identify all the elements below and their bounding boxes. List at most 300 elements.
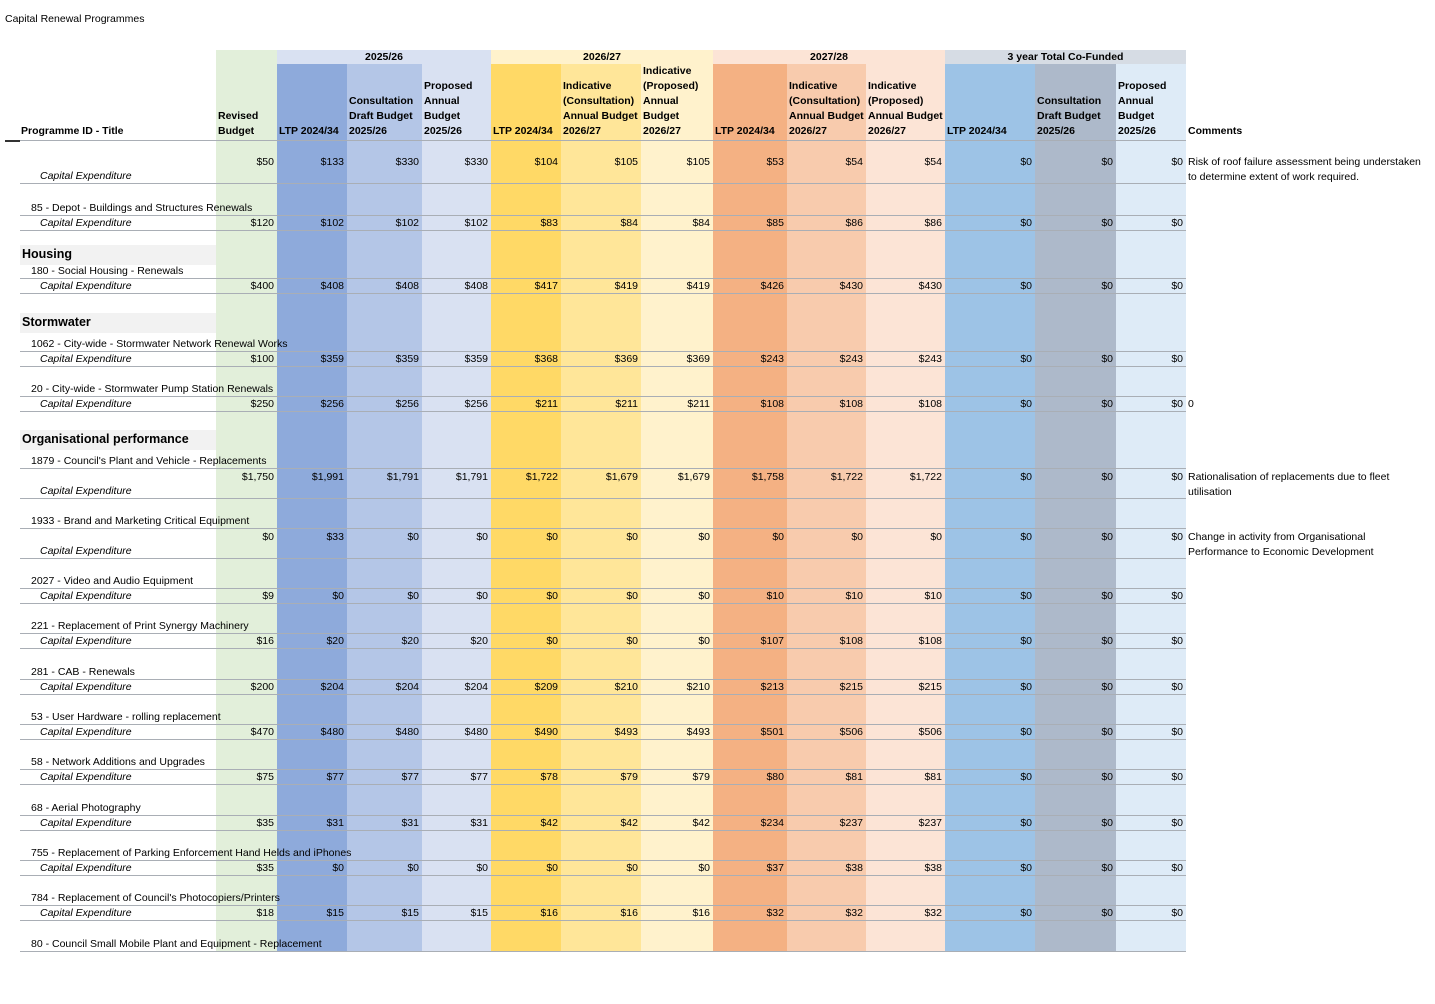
row-divider [20, 278, 1186, 279]
row-divider [20, 558, 1186, 559]
column-header-indcons2: 2026/27 [563, 125, 601, 137]
value-cell-indcons3: $108 [839, 398, 863, 410]
programme-title: 80 - Council Small Mobile Plant and Equipment - Replacement [31, 938, 322, 950]
programme-title: 58 - Network Additions and Upgrades [31, 756, 205, 768]
programme-title: 281 - CAB - Renewals [31, 666, 135, 678]
value-cell-consult1: $204 [395, 681, 419, 693]
value-cell-ltp2: $211 [535, 398, 558, 410]
value-cell-consult4: $0 [1101, 353, 1113, 365]
programme-title: 20 - City-wide - Stormwater Pump Station Renewals [31, 383, 274, 395]
value-cell-ltp1: $15 [326, 907, 344, 919]
value-cell-indprop3: $506 [918, 726, 942, 738]
expenditure-label: Capital Expenditure [40, 545, 132, 557]
value-cell-consult4: $0 [1101, 217, 1113, 229]
header-underline [20, 140, 1186, 141]
expenditure-label: Capital Expenditure [40, 862, 132, 874]
column-header-indcons2: Indicative [563, 80, 612, 92]
value-cell-ltp4: $0 [1020, 353, 1032, 365]
row-divider [20, 694, 1186, 695]
value-cell-indprop2: $0 [698, 590, 710, 602]
value-cell-proposed4: $0 [1171, 681, 1183, 693]
value-cell-consult1: $480 [395, 726, 419, 738]
column-header-ltp4: LTP 2024/34 [947, 125, 1007, 137]
value-cell-consult4: $0 [1101, 531, 1113, 543]
value-cell-indcons3: $10 [845, 590, 863, 602]
value-cell-proposed4: $0 [1171, 726, 1183, 738]
row-divider [20, 603, 1186, 604]
section-heading: Housing [22, 247, 72, 261]
column-header-consult1: Consultation [349, 95, 414, 107]
column-header-proposed4: 2025/26 [1118, 125, 1156, 137]
column-header-indprop3: (Proposed) [868, 95, 924, 107]
value-cell-indprop3: $243 [918, 353, 942, 365]
value-cell-ltp3: $32 [766, 907, 784, 919]
value-cell-proposed4: $0 [1171, 771, 1183, 783]
row-divider [20, 351, 1186, 352]
value-cell-indcons3: $32 [845, 907, 863, 919]
year-group-header: 3 year Total Co-Funded [1007, 51, 1124, 63]
value-cell-proposed4: $0 [1171, 471, 1183, 483]
column-header-consult4: Draft Budget [1037, 110, 1101, 122]
value-cell-indprop2: $210 [686, 681, 710, 693]
row-divider [20, 411, 1186, 412]
value-cell-ltp2: $0 [546, 635, 558, 647]
column-header-indcons3: Indicative [789, 80, 838, 92]
value-cell-revised: $50 [256, 156, 274, 168]
value-cell-indprop3: $237 [918, 817, 942, 829]
value-cell-ltp2: $1,722 [525, 471, 558, 483]
value-cell-indcons3: $81 [845, 771, 863, 783]
expenditure-label: Capital Expenditure [40, 485, 132, 497]
value-cell-indcons3: $215 [839, 681, 863, 693]
column-header-indprop3: Annual Budget [868, 110, 943, 122]
value-cell-indprop3: $108 [918, 635, 942, 647]
row-divider [20, 293, 1186, 294]
programme-title: 2027 - Video and Audio Equipment [31, 575, 194, 587]
column-header-revised: Revised [218, 110, 259, 122]
value-cell-consult1: $15 [401, 907, 419, 919]
column-header-indcons3: 2026/27 [789, 125, 827, 137]
value-cell-ltp4: $0 [1020, 156, 1032, 168]
row-divider [20, 648, 1186, 649]
comment-text: Rationalisation of replacements due to fleet utilisation [1188, 471, 1390, 498]
value-cell-indcons3: $237 [839, 817, 863, 829]
value-cell-indprop2: $493 [686, 726, 710, 738]
value-cell-ltp3: $1,758 [751, 471, 784, 483]
expenditure-label: Capital Expenditure [40, 590, 132, 602]
value-cell-indprop2: $419 [686, 280, 710, 292]
value-cell-consult1: $330 [395, 156, 419, 168]
value-cell-ltp3: $501 [760, 726, 784, 738]
column-header-ltp3: LTP 2024/34 [715, 125, 775, 137]
row-divider [20, 724, 1186, 725]
row-divider [20, 215, 1186, 216]
value-cell-ltp3: $0 [772, 531, 784, 543]
programme-title: 1062 - City-wide - Stormwater Network Renewal Works [31, 338, 288, 350]
value-cell-ltp1: $0 [332, 590, 344, 602]
column-header-proposed4: Annual [1118, 95, 1154, 107]
value-cell-ltp1: $359 [320, 353, 344, 365]
value-cell-indprop2: $211 [687, 398, 710, 410]
value-cell-indcons2: $1,679 [605, 471, 638, 483]
value-cell-consult4: $0 [1101, 471, 1113, 483]
programme-title: 53 - User Hardware - rolling replacement [31, 711, 221, 723]
expenditure-label: Capital Expenditure [40, 726, 132, 738]
value-cell-ltp4: $0 [1020, 817, 1032, 829]
value-cell-ltp1: $77 [326, 771, 344, 783]
value-cell-proposed1: $15 [470, 907, 488, 919]
value-cell-indcons2: $493 [614, 726, 638, 738]
value-cell-revised: $9 [262, 590, 274, 602]
column-header-proposed4: Proposed [1118, 80, 1167, 92]
value-cell-indprop2: $0 [698, 531, 710, 543]
column-header-indprop3: 2026/27 [868, 125, 906, 137]
value-cell-indcons3: $86 [845, 217, 863, 229]
value-cell-ltp2: $0 [546, 862, 558, 874]
value-cell-ltp2: $0 [546, 590, 558, 602]
value-cell-ltp2: $104 [534, 156, 558, 168]
value-cell-indcons2: $0 [626, 635, 638, 647]
row-divider [20, 860, 1186, 861]
value-cell-ltp2: $16 [540, 907, 558, 919]
value-cell-ltp3: $10 [766, 590, 784, 602]
programme-title: 221 - Replacement of Print Synergy Machinery [31, 620, 249, 632]
value-cell-indprop2: $369 [686, 353, 710, 365]
value-cell-consult4: $0 [1101, 156, 1113, 168]
value-cell-ltp4: $0 [1020, 681, 1032, 693]
value-cell-indcons2: $0 [626, 862, 638, 874]
year-group-header: 2027/28 [810, 51, 848, 63]
value-cell-consult4: $0 [1101, 907, 1113, 919]
value-cell-ltp3: $234 [760, 817, 784, 829]
value-cell-ltp1: $1,991 [311, 471, 344, 483]
value-cell-ltp3: $107 [760, 635, 784, 647]
value-cell-indprop2: $84 [692, 217, 710, 229]
value-cell-ltp2: $83 [540, 217, 558, 229]
value-cell-consult4: $0 [1101, 862, 1113, 874]
value-cell-ltp1: $102 [320, 217, 344, 229]
row-divider [20, 468, 1186, 469]
column-header-consult4: 2025/26 [1037, 125, 1075, 137]
column-header-consult1: 2025/26 [349, 125, 387, 137]
programme-title: 85 - Depot - Buildings and Structures Renewals [31, 202, 253, 214]
value-cell-ltp2: $42 [540, 817, 558, 829]
expenditure-label: Capital Expenditure [40, 170, 132, 182]
column-header-proposed1: 2025/26 [424, 125, 462, 137]
value-cell-ltp1: $133 [320, 156, 344, 168]
column-header-proposed1: Annual [424, 95, 460, 107]
value-cell-indprop3: $10 [924, 590, 942, 602]
column-header-proposed4: Budget [1118, 110, 1155, 122]
row-divider [20, 739, 1186, 740]
value-cell-consult1: $1,791 [386, 471, 419, 483]
row-divider [20, 679, 1186, 680]
page-title: Capital Renewal Programmes [5, 13, 145, 25]
value-cell-consult1: $0 [407, 862, 419, 874]
value-cell-indcons3: $0 [851, 531, 863, 543]
value-cell-indprop3: $54 [924, 156, 942, 168]
value-cell-ltp4: $0 [1020, 471, 1032, 483]
expenditure-label: Capital Expenditure [40, 398, 132, 410]
value-cell-indprop3: $0 [930, 531, 942, 543]
column-header-ltp2: LTP 2024/34 [493, 125, 553, 137]
value-cell-proposed1: $0 [476, 590, 488, 602]
value-cell-ltp3: $243 [760, 353, 784, 365]
value-cell-proposed1: $204 [464, 681, 488, 693]
value-cell-indcons2: $84 [620, 217, 638, 229]
value-cell-indprop2: $0 [698, 862, 710, 874]
column-header-indprop2: Budget [643, 110, 680, 122]
value-cell-ltp4: $0 [1020, 907, 1032, 919]
value-cell-ltp3: $85 [766, 217, 784, 229]
value-cell-ltp4: $0 [1020, 398, 1032, 410]
value-cell-indcons3: $54 [845, 156, 863, 168]
value-cell-revised: $75 [256, 771, 274, 783]
column-header-indprop2: Annual [643, 95, 679, 107]
row-divider [20, 875, 1186, 876]
value-cell-indcons3: $430 [839, 280, 863, 292]
value-cell-indcons2: $79 [620, 771, 638, 783]
value-cell-ltp1: $256 [320, 398, 344, 410]
expenditure-label: Capital Expenditure [40, 817, 132, 829]
column-header-indprop2: 2026/27 [643, 125, 681, 137]
row-divider [20, 528, 1186, 529]
value-cell-proposed1: $102 [464, 217, 488, 229]
value-cell-consult4: $0 [1101, 280, 1113, 292]
value-cell-proposed1: $31 [470, 817, 488, 829]
value-cell-indprop2: $105 [686, 156, 710, 168]
value-cell-revised: $250 [250, 398, 274, 410]
value-cell-indprop2: $1,679 [677, 471, 710, 483]
comments-header: Comments [1188, 125, 1243, 137]
value-cell-proposed4: $0 [1171, 817, 1183, 829]
value-cell-proposed4: $0 [1171, 907, 1183, 919]
expenditure-label: Capital Expenditure [40, 771, 132, 783]
value-cell-indprop3: $430 [918, 280, 942, 292]
value-cell-indprop3: $86 [924, 217, 942, 229]
value-cell-ltp1: $0 [332, 862, 344, 874]
section-heading: Organisational performance [22, 432, 189, 446]
value-cell-consult4: $0 [1101, 771, 1113, 783]
row-divider [20, 588, 1186, 589]
value-cell-indcons2: $419 [614, 280, 638, 292]
value-cell-ltp2: $78 [540, 771, 558, 783]
value-cell-indcons2: $210 [614, 681, 638, 693]
value-cell-ltp1: $204 [320, 681, 344, 693]
value-cell-ltp3: $213 [760, 681, 784, 693]
column-header-indprop3: Indicative [868, 80, 917, 92]
value-cell-indprop3: $38 [924, 862, 942, 874]
value-cell-revised: $470 [250, 726, 274, 738]
programme-title: 784 - Replacement of Council's Photocopiers/Printers [31, 892, 280, 904]
value-cell-indprop2: $42 [692, 817, 710, 829]
value-cell-ltp2: $209 [534, 681, 558, 693]
value-cell-proposed1: $77 [470, 771, 488, 783]
value-cell-ltp4: $0 [1020, 635, 1032, 647]
row-divider [20, 784, 1186, 785]
value-cell-revised: $35 [256, 862, 274, 874]
value-cell-proposed4: $0 [1171, 862, 1183, 874]
expenditure-label: Capital Expenditure [40, 907, 132, 919]
row-divider [20, 769, 1186, 770]
value-cell-indprop3: $81 [924, 771, 942, 783]
row-divider [20, 396, 1186, 397]
value-cell-revised: $35 [256, 817, 274, 829]
value-cell-ltp3: $426 [760, 280, 784, 292]
value-cell-proposed1: $359 [464, 353, 488, 365]
value-cell-consult4: $0 [1101, 635, 1113, 647]
row-divider [20, 920, 1186, 921]
value-cell-revised: $400 [250, 280, 274, 292]
value-cell-proposed1: $1,791 [455, 471, 488, 483]
column-header-indcons2: Annual Budget [563, 110, 638, 122]
value-cell-revised: $1,750 [241, 471, 274, 483]
value-cell-indcons2: $16 [620, 907, 638, 919]
value-cell-revised: $18 [256, 907, 274, 919]
comment-text: Risk of roof failure assessment being understaken to determine extent of work required. [1188, 156, 1421, 183]
value-cell-ltp1: $480 [320, 726, 344, 738]
value-cell-proposed1: $20 [470, 635, 488, 647]
value-cell-ltp4: $0 [1020, 771, 1032, 783]
value-cell-ltp1: $31 [326, 817, 344, 829]
row-divider [20, 830, 1186, 831]
programme-title: 1879 - Council's Plant and Vehicle - Replacements [31, 455, 267, 467]
value-cell-ltp4: $0 [1020, 217, 1032, 229]
value-cell-indcons2: $0 [626, 590, 638, 602]
expenditure-label: Capital Expenditure [40, 217, 132, 229]
value-cell-indcons2: $105 [614, 156, 638, 168]
value-cell-consult1: $0 [407, 590, 419, 602]
comment-text: Change in activity from Organisational Performance to Economic Development [1188, 531, 1374, 558]
column-header-indprop2: Indicative [643, 65, 692, 77]
programme-title: 1933 - Brand and Marketing Critical Equipment [31, 515, 250, 527]
value-cell-proposed4: $0 [1171, 590, 1183, 602]
value-cell-indprop2: $16 [692, 907, 710, 919]
value-cell-proposed4: $0 [1171, 156, 1183, 168]
year-group-header: 2025/26 [365, 51, 403, 63]
value-cell-indprop3: $215 [918, 681, 942, 693]
value-cell-ltp4: $0 [1020, 862, 1032, 874]
value-cell-indcons2: $42 [620, 817, 638, 829]
programme-title: 755 - Replacement of Parking Enforcement Hand Helds and iPhones [31, 847, 352, 859]
comment-text: 0 [1188, 398, 1194, 410]
value-cell-ltp1: $408 [320, 280, 344, 292]
value-cell-proposed4: $0 [1171, 398, 1183, 410]
column-header-revised: Budget [218, 125, 255, 137]
value-cell-ltp3: $80 [766, 771, 784, 783]
column-header-indprop2: (Proposed) [643, 80, 699, 92]
expenditure-label: Capital Expenditure [40, 635, 132, 647]
value-cell-revised: $200 [250, 681, 274, 693]
value-cell-revised: $100 [250, 353, 274, 365]
section-heading: Stormwater [22, 315, 91, 329]
header-underline-accent [5, 140, 20, 142]
value-cell-revised: $120 [250, 217, 274, 229]
value-cell-proposed1: $256 [464, 398, 488, 410]
value-cell-ltp4: $0 [1020, 590, 1032, 602]
column-header-ltp1: LTP 2024/34 [279, 125, 339, 137]
programme-header: Programme ID - Title [21, 125, 124, 137]
value-cell-proposed1: $330 [464, 156, 488, 168]
expenditure-label: Capital Expenditure [40, 681, 132, 693]
value-cell-consult4: $0 [1101, 817, 1113, 829]
value-cell-revised: $16 [256, 635, 274, 647]
value-cell-ltp2: $490 [534, 726, 558, 738]
value-cell-ltp2: $417 [534, 280, 558, 292]
value-cell-revised: $0 [262, 531, 274, 543]
value-cell-indcons2: $0 [626, 531, 638, 543]
column-header-indcons3: (Consultation) [789, 95, 861, 107]
column-header-consult4: Consultation [1037, 95, 1102, 107]
value-cell-ltp1: $33 [326, 531, 344, 543]
value-cell-ltp2: $368 [534, 353, 558, 365]
value-cell-consult1: $31 [401, 817, 419, 829]
column-header-consult1: Draft Budget [349, 110, 413, 122]
value-cell-indcons3: $1,722 [830, 471, 863, 483]
expenditure-label: Capital Expenditure [40, 280, 132, 292]
value-cell-proposed4: $0 [1171, 353, 1183, 365]
value-cell-ltp2: $0 [546, 531, 558, 543]
value-cell-consult1: $359 [395, 353, 419, 365]
value-cell-proposed1: $0 [476, 862, 488, 874]
value-cell-indcons3: $243 [839, 353, 863, 365]
value-cell-consult1: $256 [395, 398, 419, 410]
value-cell-indcons2: $211 [615, 398, 638, 410]
value-cell-ltp3: $53 [766, 156, 784, 168]
row-divider [20, 905, 1186, 906]
year-group-header: 2026/27 [583, 51, 621, 63]
value-cell-proposed1: $408 [464, 280, 488, 292]
row-divider [20, 815, 1186, 816]
value-cell-proposed4: $0 [1171, 280, 1183, 292]
value-cell-consult1: $77 [401, 771, 419, 783]
expenditure-label: Capital Expenditure [40, 353, 132, 365]
value-cell-proposed4: $0 [1171, 635, 1183, 647]
column-header-indcons3: Annual Budget [789, 110, 864, 122]
row-divider [20, 498, 1186, 499]
value-cell-ltp4: $0 [1020, 726, 1032, 738]
value-cell-indcons3: $38 [845, 862, 863, 874]
value-cell-indprop2: $79 [692, 771, 710, 783]
value-cell-proposed4: $0 [1171, 531, 1183, 543]
value-cell-consult1: $102 [395, 217, 419, 229]
value-cell-proposed4: $0 [1171, 217, 1183, 229]
value-cell-indcons3: $108 [839, 635, 863, 647]
value-cell-ltp3: $108 [760, 398, 784, 410]
value-cell-indcons3: $506 [839, 726, 863, 738]
value-cell-consult4: $0 [1101, 398, 1113, 410]
value-cell-ltp3: $37 [766, 862, 784, 874]
value-cell-proposed1: $0 [476, 531, 488, 543]
row-divider [20, 366, 1186, 367]
column-header-proposed1: Proposed [424, 80, 473, 92]
value-cell-indcons2: $369 [614, 353, 638, 365]
row-divider [20, 633, 1186, 634]
value-cell-consult1: $0 [407, 531, 419, 543]
value-cell-indprop2: $0 [698, 635, 710, 647]
column-header-proposed1: Budget [424, 110, 461, 122]
programme-title: 68 - Aerial Photography [31, 802, 141, 814]
row-divider [20, 230, 1186, 231]
value-cell-proposed1: $480 [464, 726, 488, 738]
row-divider [20, 183, 1186, 184]
value-cell-ltp4: $0 [1020, 280, 1032, 292]
value-cell-ltp1: $20 [326, 635, 344, 647]
value-cell-ltp4: $0 [1020, 531, 1032, 543]
value-cell-indprop3: $108 [918, 398, 942, 410]
row-divider [20, 951, 1186, 952]
column-header-indcons2: (Consultation) [563, 95, 635, 107]
